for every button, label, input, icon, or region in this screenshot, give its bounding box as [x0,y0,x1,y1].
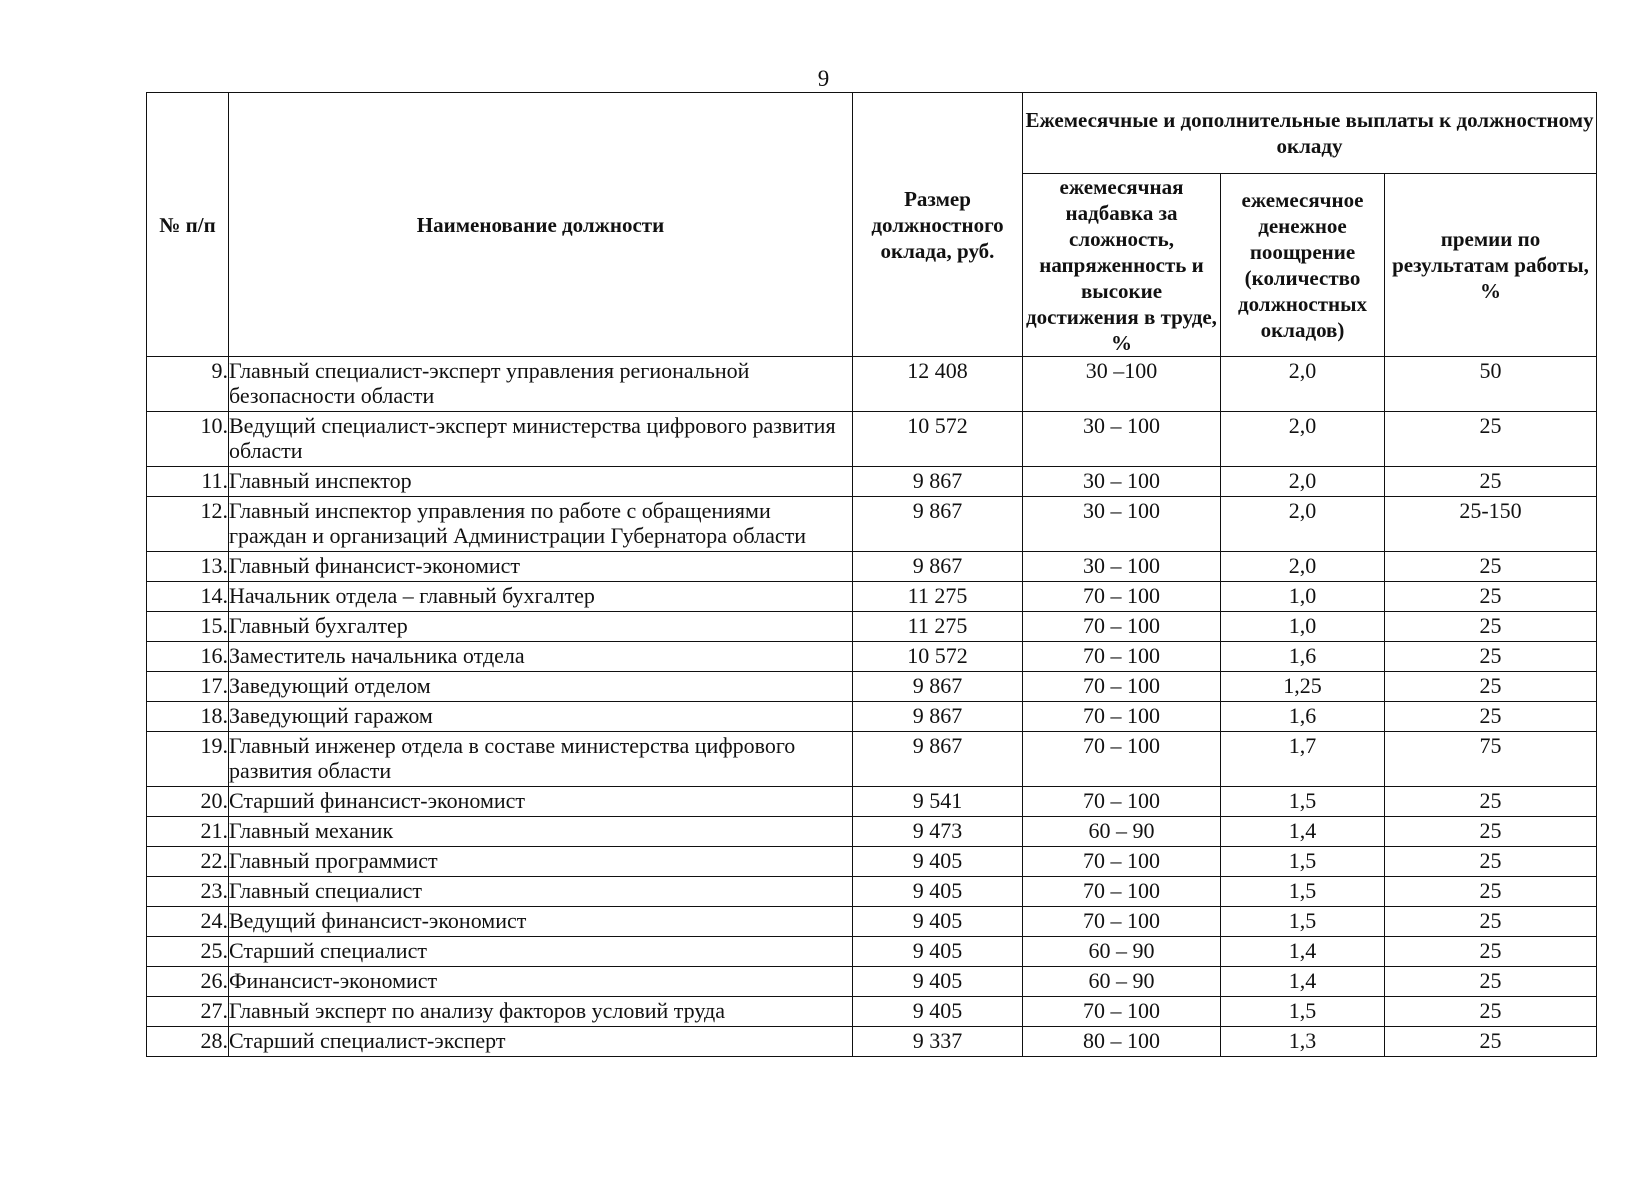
base-salary-cell: 10 572 [853,642,1023,672]
performance-premium-cell: 75 [1385,732,1597,787]
performance-premium-cell: 25 [1385,877,1597,907]
monthly-bonus-cell: 1,4 [1221,967,1385,997]
header-monthly-bonus: ежемесячное денежное поощрение (количество должностных окладов) [1221,174,1385,357]
position-name-cell: Финансист-экономист [229,967,853,997]
table-row [147,1027,1597,1057]
performance-premium-cell: 25 [1385,672,1597,702]
table-row [147,817,1597,847]
monthly-supplement-cell: 60 – 90 [1023,967,1221,997]
table-body [147,357,1597,1057]
monthly-supplement-cell: 70 – 100 [1023,612,1221,642]
monthly-supplement-cell: 80 – 100 [1023,1027,1221,1057]
monthly-bonus-cell: 1,6 [1221,702,1385,732]
position-name-cell: Главный программист [229,847,853,877]
base-salary-cell: 9 867 [853,467,1023,497]
table-row [147,552,1597,582]
monthly-bonus-cell: 2,0 [1221,412,1385,467]
position-name-cell: Главный бухгалтер [229,612,853,642]
monthly-supplement-cell: 30 –100 [1023,357,1221,412]
base-salary-cell: 9 867 [853,672,1023,702]
row-number-cell: 20. [147,787,229,817]
position-name-cell: Главный инспектор управления по работе с обращениями граждан и организаций Администрации Губернатора области [229,497,853,552]
position-name-cell: Старший финансист-экономист [229,787,853,817]
table-row [147,357,1597,412]
performance-premium-cell: 25 [1385,1027,1597,1057]
position-name-cell: Ведущий финансист-экономист [229,907,853,937]
position-name-cell: Главный специалист-эксперт управления региональной безопасности области [229,357,853,412]
performance-premium-cell: 25-150 [1385,497,1597,552]
monthly-bonus-cell: 2,0 [1221,497,1385,552]
row-number-cell: 25. [147,937,229,967]
monthly-bonus-cell: 2,0 [1221,467,1385,497]
performance-premium-cell: 25 [1385,612,1597,642]
table-row [147,672,1597,702]
monthly-bonus-cell: 1,4 [1221,937,1385,967]
monthly-supplement-cell: 70 – 100 [1023,877,1221,907]
monthly-bonus-cell: 2,0 [1221,357,1385,412]
monthly-supplement-cell: 70 – 100 [1023,732,1221,787]
monthly-bonus-cell: 1,5 [1221,997,1385,1027]
position-name-cell: Главный специалист [229,877,853,907]
base-salary-cell: 9 867 [853,732,1023,787]
monthly-bonus-cell: 1,0 [1221,582,1385,612]
header-num: № п/п [147,93,229,357]
performance-premium-cell: 25 [1385,907,1597,937]
monthly-bonus-cell: 2,0 [1221,552,1385,582]
position-name-cell: Главный инженер отдела в составе министерства цифрового развития области [229,732,853,787]
page-number: 9 [817,66,830,91]
monthly-bonus-cell: 1,4 [1221,817,1385,847]
base-salary-cell: 9 337 [853,1027,1023,1057]
performance-premium-cell: 25 [1385,937,1597,967]
row-number-cell: 19. [147,732,229,787]
table-row [147,642,1597,672]
base-salary-cell: 10 572 [853,412,1023,467]
base-salary-cell: 9 405 [853,937,1023,967]
monthly-supplement-cell: 70 – 100 [1023,787,1221,817]
monthly-supplement-cell: 70 – 100 [1023,672,1221,702]
base-salary-cell: 9 473 [853,817,1023,847]
row-number-cell: 15. [147,612,229,642]
table-row [147,877,1597,907]
row-number-cell: 28. [147,1027,229,1057]
row-number-cell: 18. [147,702,229,732]
performance-premium-cell: 25 [1385,997,1597,1027]
monthly-supplement-cell: 70 – 100 [1023,582,1221,612]
row-number-cell: 10. [147,412,229,467]
header-position-name: Наименование должности [229,93,853,357]
performance-premium-cell: 25 [1385,642,1597,672]
row-number-cell: 24. [147,907,229,937]
monthly-bonus-cell: 1,5 [1221,787,1385,817]
row-number-cell: 16. [147,642,229,672]
performance-premium-cell: 25 [1385,412,1597,467]
base-salary-cell: 9 405 [853,997,1023,1027]
position-name-cell: Ведущий специалист-эксперт министерства цифрового развития области [229,412,853,467]
monthly-supplement-cell: 30 – 100 [1023,467,1221,497]
monthly-supplement-cell: 70 – 100 [1023,642,1221,672]
table-row [147,467,1597,497]
table-row [147,732,1597,787]
base-salary-cell: 11 275 [853,582,1023,612]
table-row [147,907,1597,937]
table-header [147,93,1597,357]
row-number-cell: 12. [147,497,229,552]
monthly-bonus-cell: 1,25 [1221,672,1385,702]
salary-table [146,92,1597,1057]
row-number-cell: 27. [147,997,229,1027]
monthly-bonus-cell: 1,3 [1221,1027,1385,1057]
table-row [147,997,1597,1027]
header-payments-group: Ежемесячные и дополнительные выплаты к должностному окладу [1023,93,1597,174]
monthly-supplement-cell: 60 – 90 [1023,937,1221,967]
row-number-cell: 11. [147,467,229,497]
row-number-cell: 17. [147,672,229,702]
table-row [147,612,1597,642]
performance-premium-cell: 25 [1385,467,1597,497]
base-salary-cell: 9 405 [853,907,1023,937]
position-name-cell: Начальник отдела – главный бухгалтер [229,582,853,612]
monthly-supplement-cell: 70 – 100 [1023,997,1221,1027]
position-name-cell: Заведующий гаражом [229,702,853,732]
base-salary-cell: 9 867 [853,702,1023,732]
performance-premium-cell: 25 [1385,552,1597,582]
base-salary-cell: 12 408 [853,357,1023,412]
table-row [147,937,1597,967]
performance-premium-cell: 25 [1385,702,1597,732]
monthly-bonus-cell: 1,6 [1221,642,1385,672]
position-name-cell: Заведующий отделом [229,672,853,702]
row-number-cell: 23. [147,877,229,907]
performance-premium-cell: 25 [1385,787,1597,817]
table-row [147,412,1597,467]
base-salary-cell: 9 541 [853,787,1023,817]
position-name-cell: Главный финансист-экономист [229,552,853,582]
performance-premium-cell: 25 [1385,847,1597,877]
position-name-cell: Старший специалист [229,937,853,967]
performance-premium-cell: 25 [1385,817,1597,847]
position-name-cell: Заместитель начальника отдела [229,642,853,672]
performance-premium-cell: 25 [1385,582,1597,612]
monthly-supplement-cell: 30 – 100 [1023,412,1221,467]
base-salary-cell: 11 275 [853,612,1023,642]
monthly-supplement-cell: 30 – 100 [1023,552,1221,582]
base-salary-cell: 9 405 [853,847,1023,877]
table-row [147,582,1597,612]
position-name-cell: Главный инспектор [229,467,853,497]
monthly-bonus-cell: 1,5 [1221,907,1385,937]
row-number-cell: 22. [147,847,229,877]
monthly-bonus-cell: 1,7 [1221,732,1385,787]
table-row [147,702,1597,732]
row-number-cell: 21. [147,817,229,847]
header-base-salary: Размер должностного оклада, руб. [853,93,1023,357]
monthly-supplement-cell: 30 – 100 [1023,497,1221,552]
table-row [147,497,1597,552]
monthly-supplement-cell: 70 – 100 [1023,702,1221,732]
position-name-cell: Старший специалист-эксперт [229,1027,853,1057]
table-row [147,787,1597,817]
monthly-supplement-cell: 70 – 100 [1023,907,1221,937]
header-monthly-supplement: ежемесячная надбавка за сложность, напряженность и высокие достижения в труде, % [1023,174,1221,357]
row-number-cell: 14. [147,582,229,612]
table-row [147,847,1597,877]
performance-premium-cell: 25 [1385,967,1597,997]
monthly-supplement-cell: 70 – 100 [1023,847,1221,877]
monthly-bonus-cell: 1,5 [1221,877,1385,907]
position-name-cell: Главный эксперт по анализу факторов условий труда [229,997,853,1027]
monthly-supplement-cell: 60 – 90 [1023,817,1221,847]
header-performance-premium: премии по результатам работы, % [1385,174,1597,357]
base-salary-cell: 9 405 [853,877,1023,907]
monthly-bonus-cell: 1,5 [1221,847,1385,877]
performance-premium-cell: 50 [1385,357,1597,412]
row-number-cell: 9. [147,357,229,412]
base-salary-cell: 9 405 [853,967,1023,997]
row-number-cell: 13. [147,552,229,582]
table-row [147,967,1597,997]
base-salary-cell: 9 867 [853,497,1023,552]
position-name-cell: Главный механик [229,817,853,847]
monthly-bonus-cell: 1,0 [1221,612,1385,642]
row-number-cell: 26. [147,967,229,997]
base-salary-cell: 9 867 [853,552,1023,582]
